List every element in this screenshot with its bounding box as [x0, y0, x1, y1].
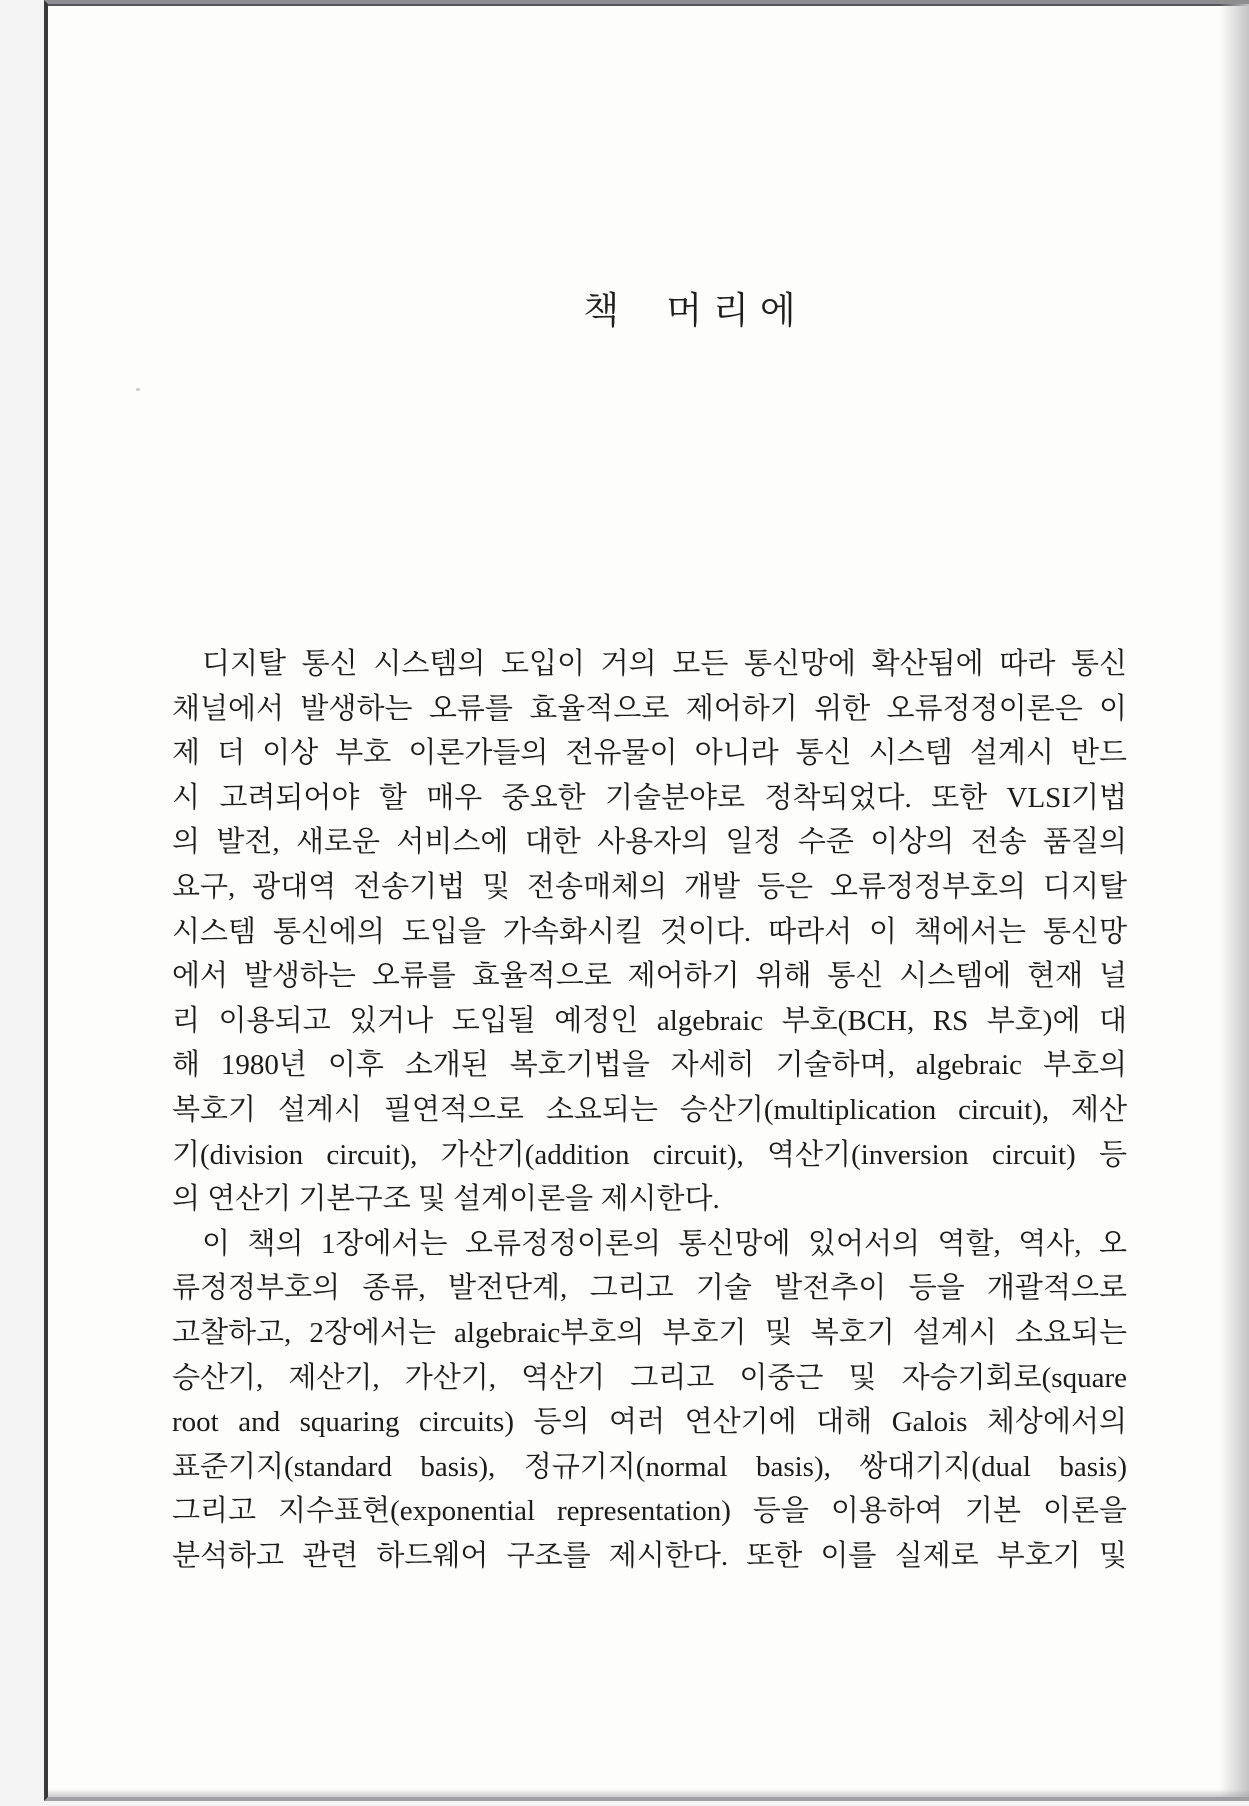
scan-speck — [136, 388, 140, 391]
text-line: root and squaring circuits) 등의 여러 연산기에 대해 Galois 체상에서의 — [172, 1406, 1127, 1439]
text-line: 그리고 지수표현(exponential representation) 등을 이용하여 기본 이론을 — [172, 1495, 1127, 1528]
book-page — [44, 0, 1249, 1801]
text-line: 제 더 이상 부호 이론가들의 전유물이 아니라 통신 시스템 설계시 반드 — [172, 737, 1127, 770]
page-title: 책 머리에 — [583, 291, 807, 332]
text-line: 시 고려되어야 할 매우 중요한 기술분야로 정착되었다. 또한 VLSI기법 — [172, 781, 1127, 814]
text-line: 이 책의 1장에서는 오류정정이론의 통신망에 있어서의 역할, 역사, 오 — [202, 1227, 1127, 1260]
text-line: 해 1980년 이후 소개된 복호기법을 자세히 기술하며, algebraic 부호의 — [172, 1049, 1127, 1082]
text-line: 의 연산기 기본구조 및 설계이론을 제시한다. — [172, 1183, 720, 1216]
page-edge-shadow-bottom — [48, 1789, 1249, 1797]
text-line: 복호기 설계시 필연적으로 소요되는 승산기(multiplication circuit), 제산 — [172, 1093, 1127, 1126]
text-line: 디지탈 통신 시스템의 도입이 거의 모든 통신망에 확산됨에 따라 통신 — [202, 648, 1127, 680]
text-line: 시스템 통신에의 도입을 가속화시킬 것이다. 따라서 이 책에서는 통신망 — [172, 915, 1127, 948]
preface-body — [172, 642, 1127, 1578]
text-line: 에서 발생하는 오류를 효율적으로 제어하기 위해 통신 시스템에 현재 널 — [172, 960, 1127, 993]
text-line: 고찰하고, 2장에서는 algebraic부호의 부호기 및 복호기 설계시 소요되는 — [172, 1316, 1127, 1349]
text-line: 리 이용되고 있거나 도입될 예정인 algebraic 부호(BCH, RS 부호)에 대 — [172, 1004, 1127, 1037]
text-line: 요구, 광대역 전송기법 및 전송매체의 개발 등은 오류정정부호의 디지탈 — [172, 870, 1127, 903]
text-line: 표준기지(standard basis), 정규기지(normal basis), 쌍대기지(dual basis) — [172, 1450, 1127, 1483]
text-line: 승산기, 제산기, 가산기, 역산기 그리고 이중근 및 자승기회로(square — [172, 1361, 1127, 1394]
text-line: 분석하고 관련 하드웨어 구조를 제시한다. 또한 이를 실제로 부호기 및 — [172, 1539, 1127, 1572]
text-line: 채널에서 발생하는 오류를 효율적으로 제어하기 위한 오류정정이론은 이 — [172, 692, 1127, 725]
page-edge-shadow-right — [1219, 4, 1249, 1797]
text-line: 의 발전, 새로운 서비스에 대한 사용자의 일정 수준 이상의 전송 품질의 — [172, 826, 1127, 859]
text-line: 류정정부호의 종류, 발전단계, 그리고 기술 발전추이 등을 개괄적으로 — [172, 1272, 1127, 1305]
text-line: 기(division circuit), 가산기(addition circuit), 역산기(inversion circuit) 등 — [172, 1138, 1127, 1171]
